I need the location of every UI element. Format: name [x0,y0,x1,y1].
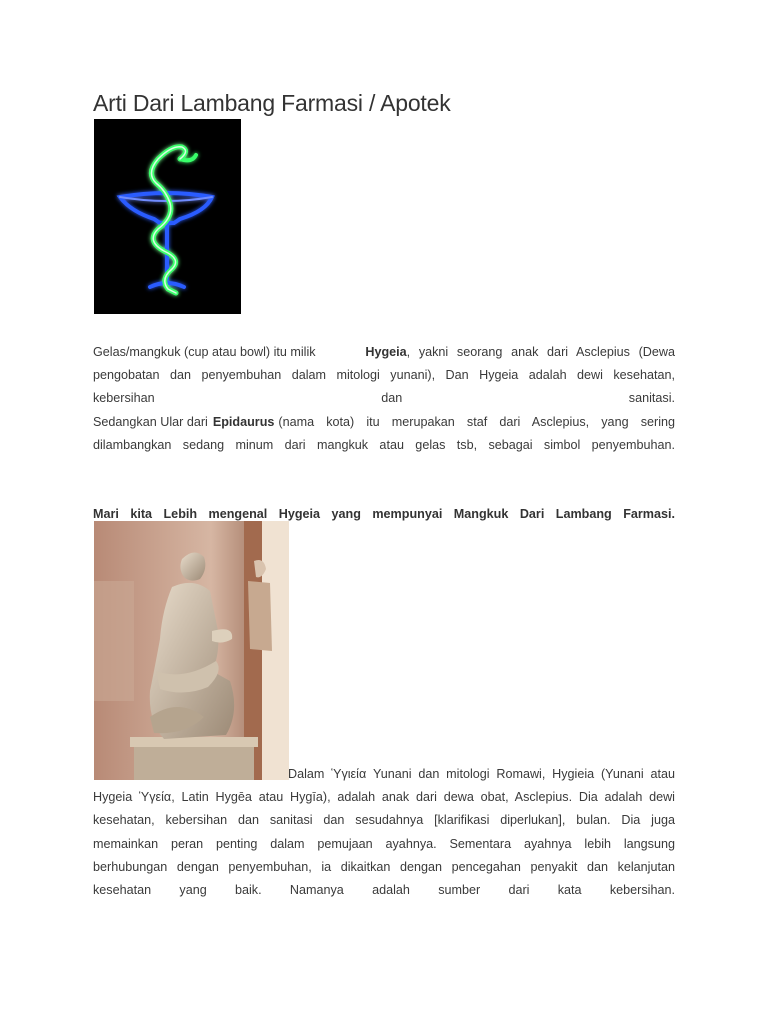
paragraph-line [93,411,675,434]
paragraph-line [93,763,675,786]
epidaurus-bold: Epidaurus [212,414,275,429]
pharmacy-neon-image [94,119,241,314]
text-span: sumber [438,883,481,898]
text-span: kebersihan. [609,883,675,898]
hygeia-bold: Hygeia [365,345,407,359]
intro-paragraph [93,341,675,457]
paragraph-line: memainkan peran penting dalam pemujaan ayahnya. Sementara ayahnya lebih langsung [93,836,675,851]
paragraph-line [93,879,675,902]
page-title: Arti Dari Lambang Farmasi / Apotek [93,90,451,116]
hygieia-paragraph [93,763,675,902]
paragraph-line [93,387,675,410]
text-span: yang [179,883,207,898]
text-span: Namanya [289,883,344,898]
paragraph-line: pengobatan dan penyembuhan dalam mitologi yunani), Dan Hygeia adalah dewi kesehatan, [93,368,675,383]
text-span: Dalam Ὑγιεία Yunani dan mitologi Romawi, Hygieia (Yunani atau [288,767,675,781]
text-span: (nama kota) itu merupakan staf dari Asclepius, yang sering [278,414,675,429]
text-span: kesehatan [93,883,152,898]
section-heading: Mari kita Lebih mengenal Hygeia yang mempunyai Mangkuk Dari Lambang Farmasi. [93,507,675,521]
text-span: baik. [235,883,262,898]
text-span: adalah [372,883,410,898]
text-span: sanitasi. [628,391,675,406]
paragraph-line: kesehatan, kebersihan dan sanitasi dan sesudahnya [klarifikasi diperlukan], bulan. Dia juga [93,813,675,828]
text-span: dan [381,391,403,406]
paragraph-line: dilambangkan sedang minum dari mangkuk atau gelas tsb, sebagai simbol penyembuhan. [93,437,675,452]
text-span: kebersihan [93,391,155,406]
pharmacy-bowl-icon [94,119,241,314]
text-span: dari [508,883,530,898]
paragraph-line [93,341,675,364]
hygieia-statue-image [94,521,289,780]
text-span: Gelas/mangkuk (cup atau bowl) itu milik [93,345,316,359]
text-span: , yakni seorang anak dari Asclepius (Dewa [406,345,675,359]
text-span: kata [557,883,582,898]
paragraph-line: berhubungan dengan penyembuhan, ia dikaitkan dengan pencegahan penyakit dan kelanjutan [93,859,675,874]
statue-icon [94,521,289,780]
paragraph-line: Hygeia Ὑγεία, Latin Hygēa atau Hygīa), adalah anak dari dewa obat, Asclepius. Dia adalah dewi [93,790,675,805]
text-span: Sedangkan Ular dari [93,414,208,429]
